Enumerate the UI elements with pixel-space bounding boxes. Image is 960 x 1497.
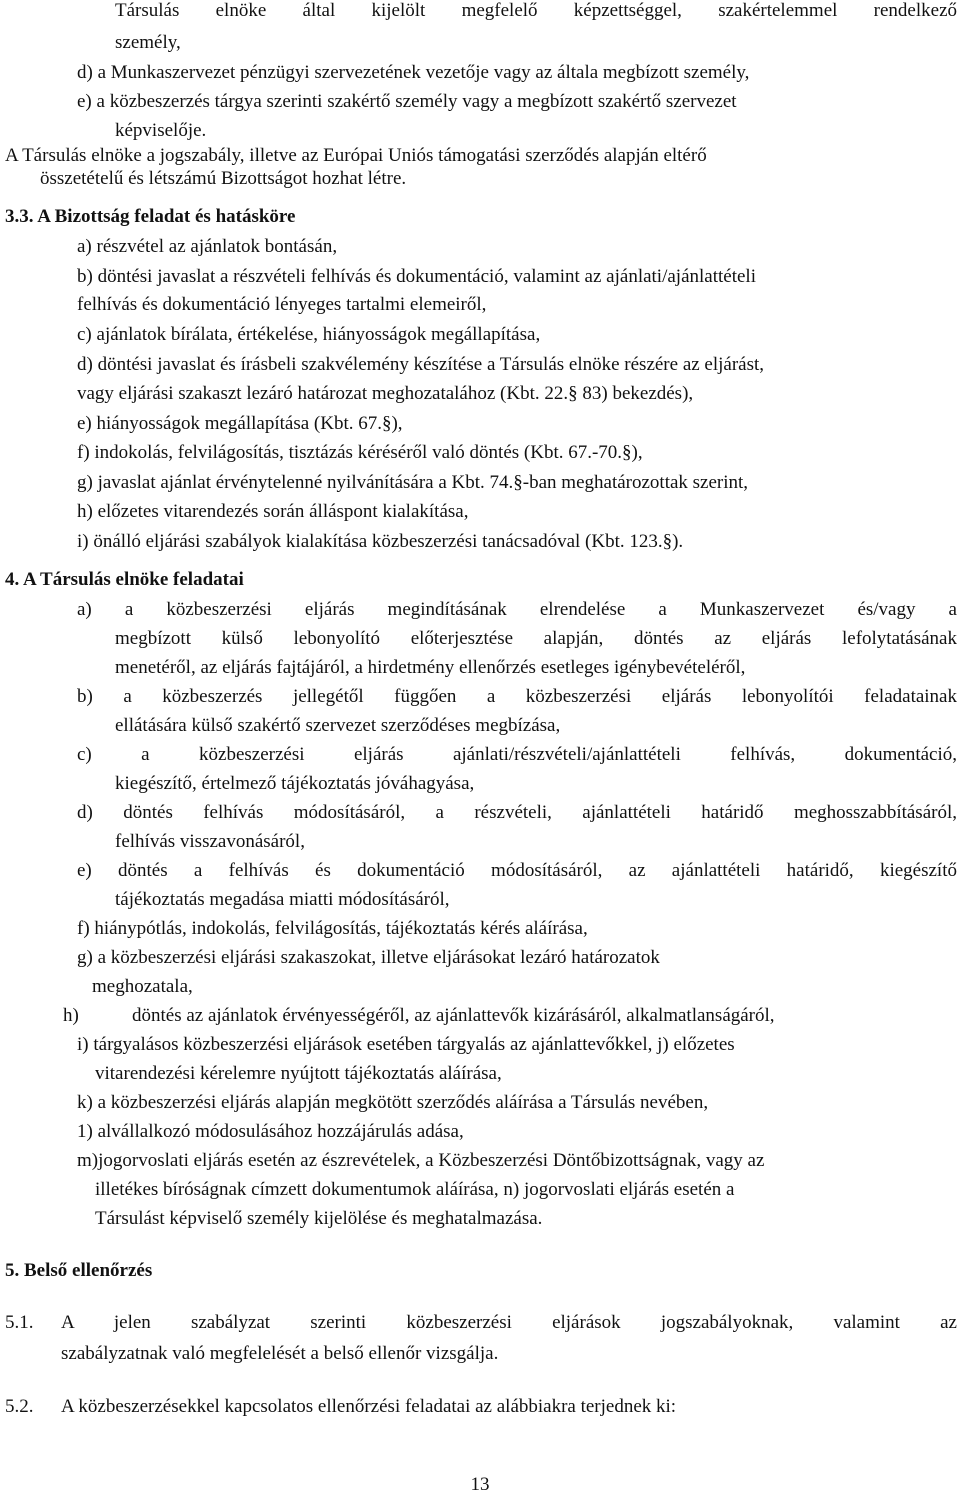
list-item-cont: meghozatala, — [92, 976, 193, 997]
list-item-cont: vagy eljárási szakaszt lezáró határozat meghozatalához (Kbt. 22.§ 83) bekezdés), — [77, 383, 694, 404]
list-item: döntés az ajánlatok érvényességéről, az ajánlattevők kizárásáról, alkalmatlanságáról, — [132, 1005, 775, 1026]
page-number: 13 — [470, 1474, 490, 1495]
para-line: személy, — [115, 32, 181, 53]
paragraph-number: 5.1. — [5, 1312, 34, 1333]
list-item-cont: ellátására külső szakértő szervezet szerződéses megbízása, — [115, 715, 561, 736]
para-line: összetételű és létszámú Bizottságot hozhat létre. — [40, 168, 407, 189]
list-item: c) a közbeszerzési eljárás ajánlati/részvételi/ajánlattételi felhívás, dokumentáció, — [77, 744, 957, 765]
list-item-cont: megbízott külső lebonyolító előterjesztése alapján, döntés az eljárás lefolytatásának — [115, 628, 957, 649]
list-item-cont: tájékoztatás megadása miatti módosításáról, — [115, 889, 450, 910]
list-item: b) döntési javaslat a részvételi felhívás és dokumentáció, valamint az ajánlati/ajánlattételi — [77, 266, 756, 287]
list-item-label: h) — [63, 1005, 79, 1026]
list-item: d) döntési javaslat és írásbeli szakvélemény készítése a Társulás elnöke részére az eljárást, — [77, 354, 765, 375]
para-line: A Társulás elnöke a jogszabály, illetve az Európai Uniós támogatási szerződés alapján eltérő — [5, 145, 707, 166]
list-item: e) hiányosságok megállapítása (Kbt. 67.§), — [77, 413, 403, 434]
list-item: a) részvétel az ajánlatok bontásán, — [77, 236, 338, 257]
list-item: k) a közbeszerzési eljárás alapján megkötött szerződés aláírása a Társulás nevében, — [77, 1092, 709, 1113]
list-item: m)jogorvoslati eljárás esetén az észrevételek, a Közbeszerzési Döntőbizottságnak, vagy az — [77, 1150, 765, 1171]
list-item: i) önálló eljárási szabályok kialakítása közbeszerzési tanácsadóval (Kbt. 123.§). — [77, 531, 684, 552]
list-item: b) a közbeszerzés jellegétől függően a közbeszerzési eljárás lebonyolítói feladatainak — [77, 686, 957, 707]
list-item: g) a közbeszerzési eljárási szakaszokat, illetve eljárásokat lezáró határozatok — [77, 947, 660, 968]
list-item-d: d) a Munkaszervezet pénzügyi szervezetének vezetője vagy az általa megbízott személy, — [77, 62, 750, 83]
paragraph-line: szabályzatnak való megfelelését a belső ellenőr vizsgálja. — [61, 1343, 499, 1364]
list-item-cont: felhívás és dokumentáció lényeges tartalmi elemeiről, — [77, 294, 487, 315]
list-item: 1) alvállalkozó módosulásához hozzájárulás adása, — [77, 1121, 464, 1142]
list-item: f) hiánypótlás, indokolás, felvilágosítás, tájékoztatás kérés aláírása, — [77, 918, 588, 939]
list-item-cont: felhívás visszavonásáról, — [115, 831, 305, 852]
list-item: g) javaslat ajánlat érvénytelenné nyilvánítására a Kbt. 74.§-ban meghatározottak szerint, — [77, 472, 749, 493]
list-item: a) a közbeszerzési eljárás megindításának elrendelése a Munkaszervezet és/vagy a — [77, 599, 957, 620]
list-item-cont: kiegészítő, értelmező tájékoztatás jóváhagyása, — [115, 773, 475, 794]
list-item-cont: Társulást képviselő személy kijelölése és meghatalmazása. — [95, 1208, 543, 1229]
list-item-cont: illetékes bíróságnak címzett dokumentumok aláírása, n) jogorvoslati eljárás esetén a — [95, 1179, 735, 1200]
list-item: d) döntés felhívás módosításáról, a részvételi, ajánlattételi határidő meghosszabbításáról, — [77, 802, 957, 823]
list-item: e) döntés a felhívás és dokumentáció módosításáról, az ajánlattételi határidő, kiegészítő — [77, 860, 957, 881]
section-heading-5: 5. Belső ellenőrzés — [5, 1260, 153, 1281]
list-item-e-cont: képviselője. — [115, 120, 207, 141]
paragraph-number: 5.2. — [5, 1396, 34, 1417]
section-heading-3-3: 3.3. A Bizottság feladat és hatásköre — [5, 206, 296, 227]
list-item-cont: vitarendezési kérelemre nyújtott tájékoztatás aláírása, — [95, 1063, 502, 1084]
paragraph-line: A jelen szabályzat szerinti közbeszerzési eljárások jogszabályoknak, valamint az — [61, 1312, 957, 1333]
list-item: h) előzetes vitarendezés során álláspont kialakítása, — [77, 501, 469, 522]
list-item-cont: menetéről, az eljárás fajtájáról, a hirdetmény ellenőrzés esetleges igénybevételéről, — [115, 657, 746, 678]
list-item-e: e) a közbeszerzés tárgya szerinti szakértő személy vagy a megbízott szakértő szervezet — [77, 91, 737, 112]
list-item: f) indokolás, felvilágosítás, tisztázás kéréséről való döntés (Kbt. 67.-70.§), — [77, 442, 643, 463]
list-item: c) ajánlatok bírálata, értékelése, hiányosságok megállapítása, — [77, 324, 541, 345]
paragraph-line: A közbeszerzésekkel kapcsolatos ellenőrzési feladatai az alábbiakra terjednek ki: — [61, 1396, 677, 1417]
section-heading-4: 4. A Társulás elnöke feladatai — [5, 569, 244, 590]
para-line: Társulás elnöke által kijelölt megfelelő képzettséggel, szakértelemmel rendelkező — [115, 0, 957, 21]
list-item: i) tárgyalásos közbeszerzési eljárások esetében tárgyalás az ajánlattevőkkel, j) előzetes — [77, 1034, 735, 1055]
